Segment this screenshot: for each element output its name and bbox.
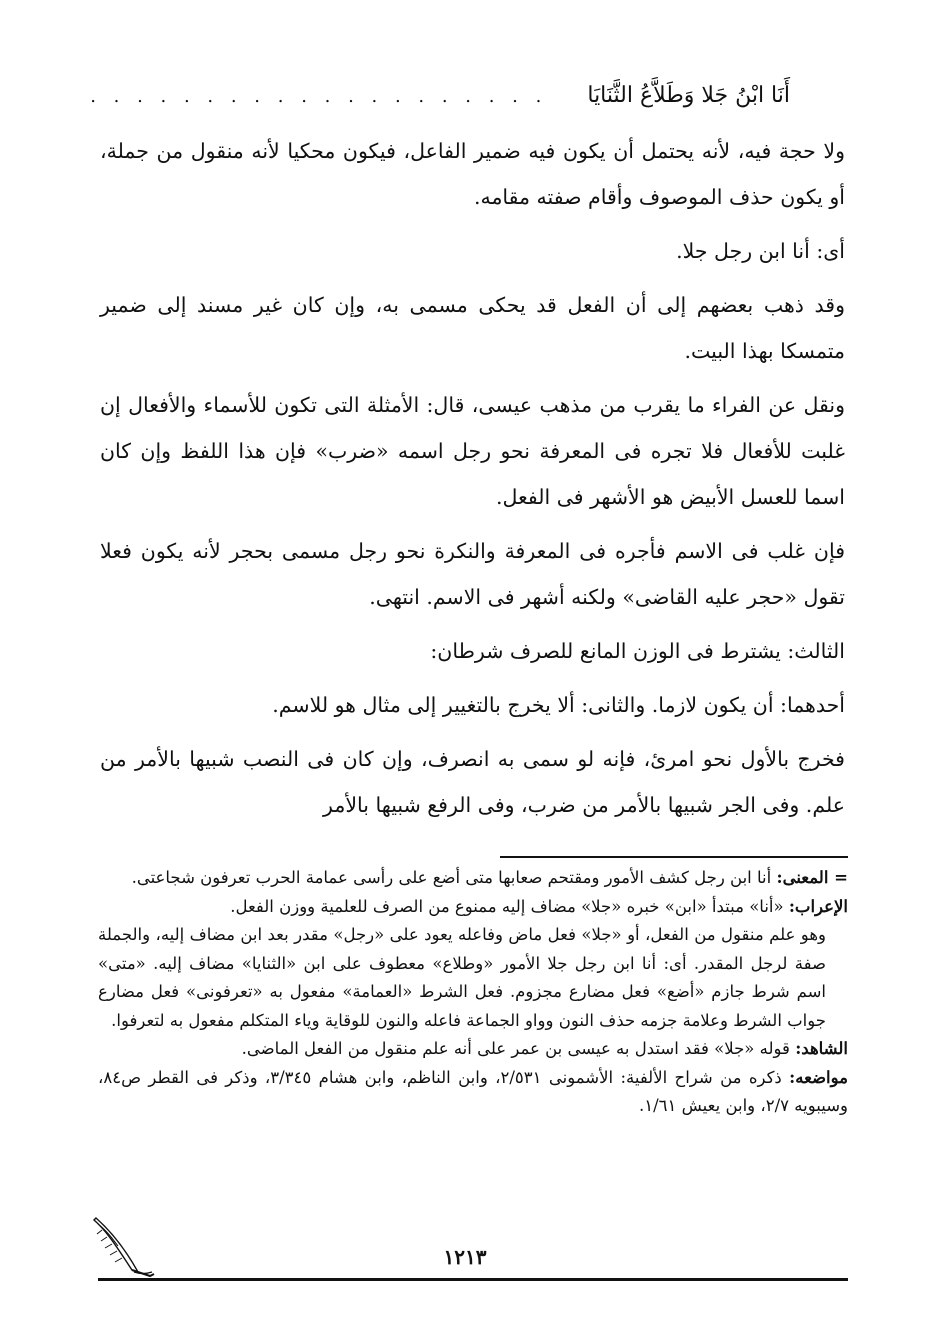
footnote-divider: [500, 856, 848, 858]
footnote-irab: [98, 893, 848, 922]
paragraph: فإن غلب فى الاسم فأجره فى المعرفة والنكرة نحو رجل مسمى بحجر لأنه يكون فعلا تقول «حجر عليه القاضى» ولكنه أشهر فى الاسم. انتهى.: [100, 539, 845, 609]
footnote-text: أنا ابن رجل كشف الأمور ومقتحم صعابها متى أضع على رأسى عمامة الحرب تعرفون شجاعتى.: [131, 868, 772, 887]
footnote-text: قوله «جلا» فقد استدل به عيسى بن عمر على أنه علم منقول من الفعل الماضى.: [241, 1039, 790, 1058]
footnotes: [98, 864, 848, 1121]
paragraph: أى: أنا ابن رجل جلا.: [676, 239, 845, 263]
footnote-shahid: [98, 1035, 848, 1064]
footnote-meaning: [98, 864, 848, 893]
footnote-irab-continued: وهو علم منقول من الفعل، أو «جلا» فعل ماض وفاعله يعود على «رجل» مقدر بعد ابن مضاف إليه، والجملة صفة لرجل المقدر. أى: أنا ابن رجل جلا الأمور «وطلاع» معطوف على ابن «الثنايا» مضاف إليه. «متى» اسم شرط جازم «أضع» فعل مضارع مجزوم. فعل الشرط «العمامة» مفعول به «تعرفونى» فعل مضارع جواب الشرط وعلامة جزمه حذف النون وواو الجماعة فاعله والنون للوقاية وياء المتكلم مفعول به لتعرفوا.: [98, 925, 826, 1030]
footnote-label: الشاهد:: [795, 1039, 848, 1058]
footnote-label: مواضعه:: [789, 1067, 848, 1087]
footnote-label: الإعراب:: [788, 896, 848, 916]
paragraph: ولا حجة فيه، لأنه يحتمل أن يكون فيه ضمير الفاعل، فيكون محكيا لأنه منقول من جملة، أو يكون حذف الموصوف وأقام صفته مقامه.: [100, 139, 845, 209]
paragraph: الثالث: يشترط فى الوزن المانع للصرف شرطان:: [430, 639, 845, 663]
footnote-mawadi: [98, 1064, 848, 1121]
verse-ellipsis: . . . . . . . . . . . . . . . . . . . .: [90, 86, 548, 107]
verse-header: [90, 78, 790, 115]
paragraph: فخرج بالأول نحو امرئ، فإنه لو سمى به انصرف، وإن كان فى النصب شبيها بالأمر من علم. وفى الجر شبيها بالأمر من ضرب، وفى الرفع شبيها بالأمر: [100, 747, 845, 817]
quill-pen-icon: [88, 1212, 158, 1282]
footnote-label: = المعنى:: [776, 868, 848, 887]
page-number: ١٢١٣: [443, 1245, 487, 1269]
bottom-rule: [98, 1278, 848, 1281]
paragraph: أحدهما: أن يكون لازما. والثانى: ألا يخرج بالتغيير إلى مثال هو للاسم.: [272, 693, 845, 717]
paragraph: ونقل عن الفراء ما يقرب من مذهب عيسى، قال: الأمثلة التى تكون للأسماء والأفعال إن غلبت للأفعال فلا تجره فى المعرفة نحو رجل اسمه «ضرب» فإن هذا اللفظ وإن كان اسما للعسل الأبيض هو الأشهر فى الفعل.: [100, 393, 845, 509]
footnote-text: «أنا» مبتدأ «ابن» خبره «جلا» مضاف إليه ممنوع من الصرف للعلمية ووزن الفعل.: [230, 896, 784, 916]
footnote-text: ذكره من شراح الألفية: الأشمونى ٢/٥٣١، وابن الناظم، وابن هشام ٣/٣٤٥، وذكر فى القطر ص٨٤، وسيبويه ٢/٧، وابن يعيش ١/٦١.: [98, 1067, 848, 1115]
verse-text: أَنَا ابْنُ جَلا وَطَلاَّعُ الثَّنَايَا: [587, 83, 790, 108]
main-text: [100, 128, 845, 836]
paragraph: وقد ذهب بعضهم إلى أن الفعل قد يحكى مسمى به، وإن كان غير مسند إلى ضمير متمسكا بهذا البيت.: [100, 293, 845, 363]
